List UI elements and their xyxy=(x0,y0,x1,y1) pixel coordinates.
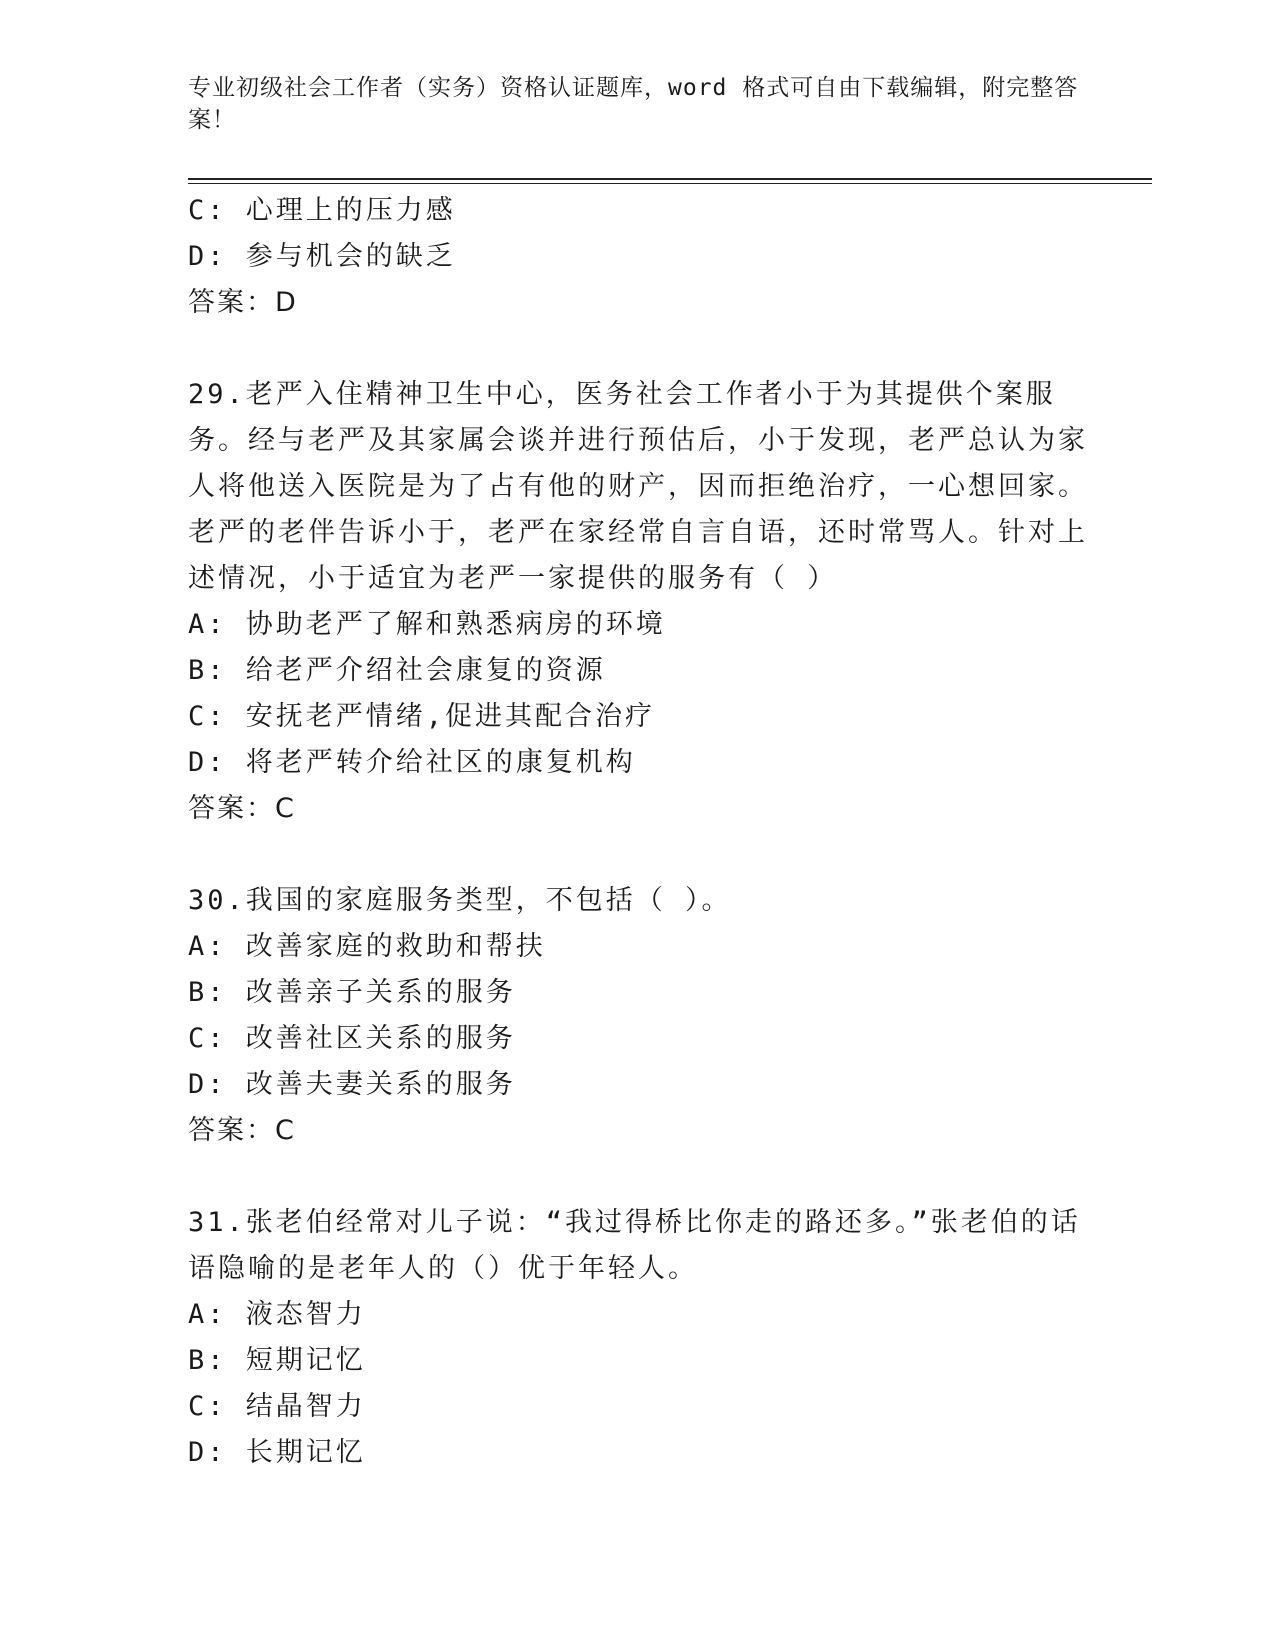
question-stem: 30.我国的家庭服务类型，不包括（ ）。 xyxy=(188,885,732,916)
question-29 xyxy=(188,372,1088,832)
option-c: C: 心理上的压力感 xyxy=(188,195,456,226)
spacer xyxy=(188,832,1088,878)
spacer xyxy=(188,326,1088,372)
option-a: A: 协助老严了解和熟悉病房的环境 xyxy=(188,609,666,640)
question-list xyxy=(188,188,1088,1476)
question-stem: 29.老严入住精神卫生中心，医务社会工作者小于为其提供个案服务。经与老严及其家属会谈并进行预估后，小于发现，老严总认为家人将他送入医院是为了占有他的财产，因而拒绝治疗，一心想回家。老严的老伴告诉小于，老严在家经常自言自语，还时常骂人。针对上述情况，小于适宜为老严一家提供的服务有（ ） xyxy=(188,379,1088,594)
option-c: C: 改善社区关系的服务 xyxy=(188,1023,516,1054)
answer: 答案：C xyxy=(188,793,296,824)
option-a: A: 改善家庭的救助和帮扶 xyxy=(188,931,546,962)
answer: 答案：C xyxy=(188,1115,296,1146)
answer: 答案：D xyxy=(188,287,298,318)
option-d: D: 将老严转介给社区的康复机构 xyxy=(188,747,636,778)
header-divider-thick xyxy=(188,178,1152,180)
question-28-continued xyxy=(188,188,1088,326)
question-30 xyxy=(188,878,1088,1154)
option-a: A: 液态智力 xyxy=(188,1299,366,1330)
option-b: B: 改善亲子关系的服务 xyxy=(188,977,516,1008)
option-d: D: 参与机会的缺乏 xyxy=(188,241,456,272)
header-divider-thin xyxy=(188,183,1152,184)
question-31 xyxy=(188,1200,1088,1476)
page-header: 专业初级社会工作者（实务）资格认证题库，word 格式可自由下载编辑，附完整答案！ xyxy=(188,75,1079,133)
option-c: C: 安抚老严情绪,促进其配合治疗 xyxy=(188,701,656,732)
question-stem: 31.张老伯经常对儿子说：“我过得桥比你走的路还多。”张老伯的话语隐喻的是老年人的（）优于年轻人。 xyxy=(188,1207,1081,1284)
option-b: B: 短期记忆 xyxy=(188,1345,366,1376)
option-b: B: 给老严介绍社会康复的资源 xyxy=(188,655,606,686)
spacer xyxy=(188,1154,1088,1200)
option-c: C: 结晶智力 xyxy=(188,1391,366,1422)
option-d: D: 改善夫妻关系的服务 xyxy=(188,1069,516,1100)
option-d: D: 长期记忆 xyxy=(188,1437,366,1468)
